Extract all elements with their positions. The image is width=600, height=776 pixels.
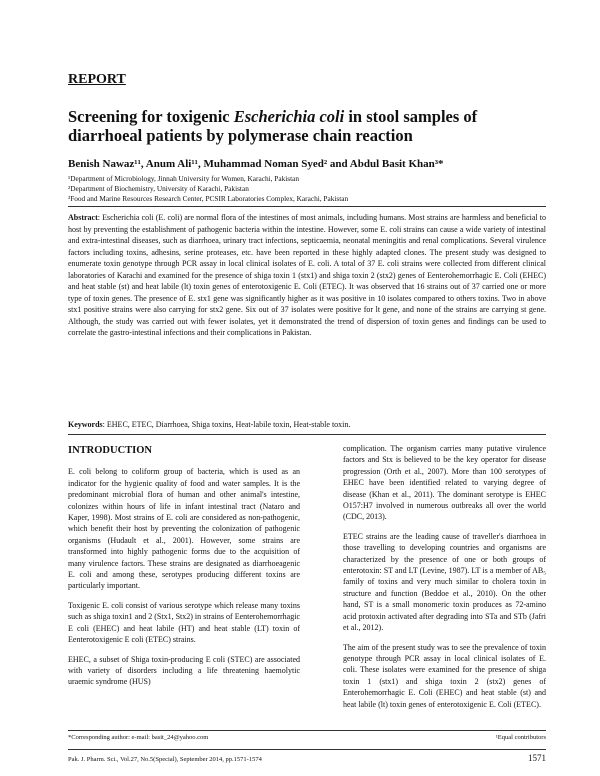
section-label-report: REPORT bbox=[68, 72, 126, 87]
page-footer bbox=[68, 753, 546, 763]
journal-citation: Pak. J. Pharm. Sci., Vol.27, No.5(Special), September 2014, pp.1571-1574 bbox=[68, 756, 262, 763]
corresponding-author: *Corresponding author: e-mail: basit_24@yahoo.com bbox=[68, 734, 209, 741]
column-right bbox=[343, 443, 546, 718]
affiliation-2: ²Department of Biochemistry, University of Karachi, Pakistan bbox=[68, 184, 249, 193]
title-part1: Screening for toxigenic bbox=[68, 107, 234, 126]
divider-footnote bbox=[68, 730, 546, 731]
affiliation-1: ¹Department of Microbiology, Jinnah University for Women, Karachi, Pakistan bbox=[68, 174, 299, 183]
paragraph: Toxigenic E. coli consist of various serotype which release many toxins such as shiga toxin1 and 2 (Stx1, Stx2) in strains of Eenterohemorrhagic E coli (EHEC) and heat labile (HT) and heat stable (LT) toxin of Eenterotoxigenic E coli (ETEC) strains. bbox=[68, 600, 300, 645]
paragraph: ETEC strains are the leading cause of traveller's diarrhoea in those travelling to developing countries and organisms are characterized by the presence of one or both groups of enterotoxin: ST and LT (Levine, 1987). LT is a member of AB₅ family of toxins and very much similar to cholera toxin in structure and function (Beddoe et al., 2010). On the other hand, ST is a small monomeric toxin produces as 72-amino acid protoxin activated after degrading into STa and STb (Jafri et al., 2012). bbox=[343, 531, 546, 633]
abstract bbox=[68, 212, 546, 339]
footnote bbox=[68, 734, 546, 741]
divider-footer bbox=[68, 749, 546, 750]
affiliations bbox=[68, 174, 348, 204]
divider-top bbox=[68, 206, 546, 207]
affiliation-3: ³Food and Marine Resources Research Center, PCSIR Laboratories Complex, Karachi, Pakistan bbox=[68, 194, 349, 203]
keywords-text: : EHEC, ETEC, Diarrhoea, Shiga toxins, Heat-labile toxin, Heat-stable toxin. bbox=[102, 420, 351, 429]
page-number: 1571 bbox=[528, 753, 546, 763]
page-title bbox=[68, 107, 548, 145]
abstract-text: : Escherichia coli (E. coli) are normal flora of the intestines of most animals, including humans. Most strains are harmless and beneficial to host by preventing the establishment of pathogenic bacteria within the intestine. However, some E. coli strains can cause a wide variety of intestinal and extra-intestinal diseases, such as diarrhoea, urinary tract infections, septicaemia, neonatal meningitis and renal complications. Several virulence factors including toxins, adhesins, serine proteases, etc. have been reported in these highly adapted clones. The present study was designed to enumerate toxin genotype through PCR assay in local clinical isolates of E. coli. A total of 37 E. coli strains were collected from different clinical laboratories of Karachi and examined for the presence of shiga toxin 1 (stx1) and shiga toxin 2 (stx2) genes of Eenterohemorrhagic E. Coli (EHEC) and heat stable (st) and heat labile (lt) toxin genes of enterotoxigenic E. Coli (ETEC). It was observed that 16 strains out of 37 carried one or more type of toxin genes. The presence of E. stx1 gene was significantly higher as it was positive in 10 isolates compared to others toxins. Two in above stx1 positive strains were also carrying for stx2 gene. Six out of 37 isolates were positive for lt gene, and none of the strains are carrying st gene. Although, the study was carried out with fewer isolates, yet it demonstrated the trend of dispersion of toxin genes and findings can be used to correlate the gastro-intestinal infections and their complications in Pakistan. bbox=[68, 213, 546, 337]
equal-contributors: ¹Equal contributors bbox=[495, 734, 546, 741]
abstract-label: Abstract bbox=[68, 213, 98, 222]
paragraph: EHEC, a subset of Shiga toxin-producing E coli (STEC) are associated with variety of disorders including a life threatening haemolytic uraemic syndrome (HUS) bbox=[68, 654, 300, 687]
column-left bbox=[68, 445, 300, 696]
keywords-label: Keywords bbox=[68, 420, 103, 429]
divider-keywords bbox=[68, 434, 546, 435]
paragraph: E. coli belong to coliform group of bacteria, which is used as an indicator for the hygienic quality of food and water samples. It is the predominant microbial flora of human and other animal's intestine, colonizes within hours of life in infant intestinal tract (Nataro and Kaper, 1998). Most strains of E. coli are considered as non-pathogenic, which benefit their host by preventing the colonization of pathogenic organisms (Hudault et al., 2001). However, some strains are transformed into highly pathogenic forms due to the acquisition of many virulence factors. These strains are designated as diarrhoeagenic E. coli and among these, serotypes producing different toxins are particularly important. bbox=[68, 467, 300, 591]
title-part2: in stool samples of diarrhoeal patients by polymerase chain reaction bbox=[68, 107, 478, 145]
title-italic: Escherichia coli bbox=[233, 107, 345, 126]
keywords bbox=[68, 420, 546, 429]
paragraph: The aim of the present study was to see the prevalence of toxin genotype through PCR assay in local clinical isolates of E. coli. These isolates were examined for the presence of shiga toxin 1 (stx1) and shiga toxin 2 (stx2) genes of Enterohemorrhagic E. Coli (EHEC) and heat stable (st) and heat labile (lt) toxin genes of enterotoxigenic E. Coli (ETEC). bbox=[343, 642, 546, 709]
author-list: Benish Nawaz¹¹, Anum Ali¹¹, Muhammad Noman Syed² and Abdul Basit Khan³* bbox=[68, 158, 444, 170]
paragraph: complication. The organism carries many putative virulence factors and Stx is believed to be the key operator for disease progression (Orth et al., 2007). More than 100 serotypes of EHEC have been identified related to varying degree of disease (Khan et al., 2011). The dominant serotype is EHEC O157:H7 involved in numerous outbreaks all over the world (CDC, 2013). bbox=[343, 444, 546, 522]
intro-heading: INTRODUCTION bbox=[68, 445, 153, 456]
